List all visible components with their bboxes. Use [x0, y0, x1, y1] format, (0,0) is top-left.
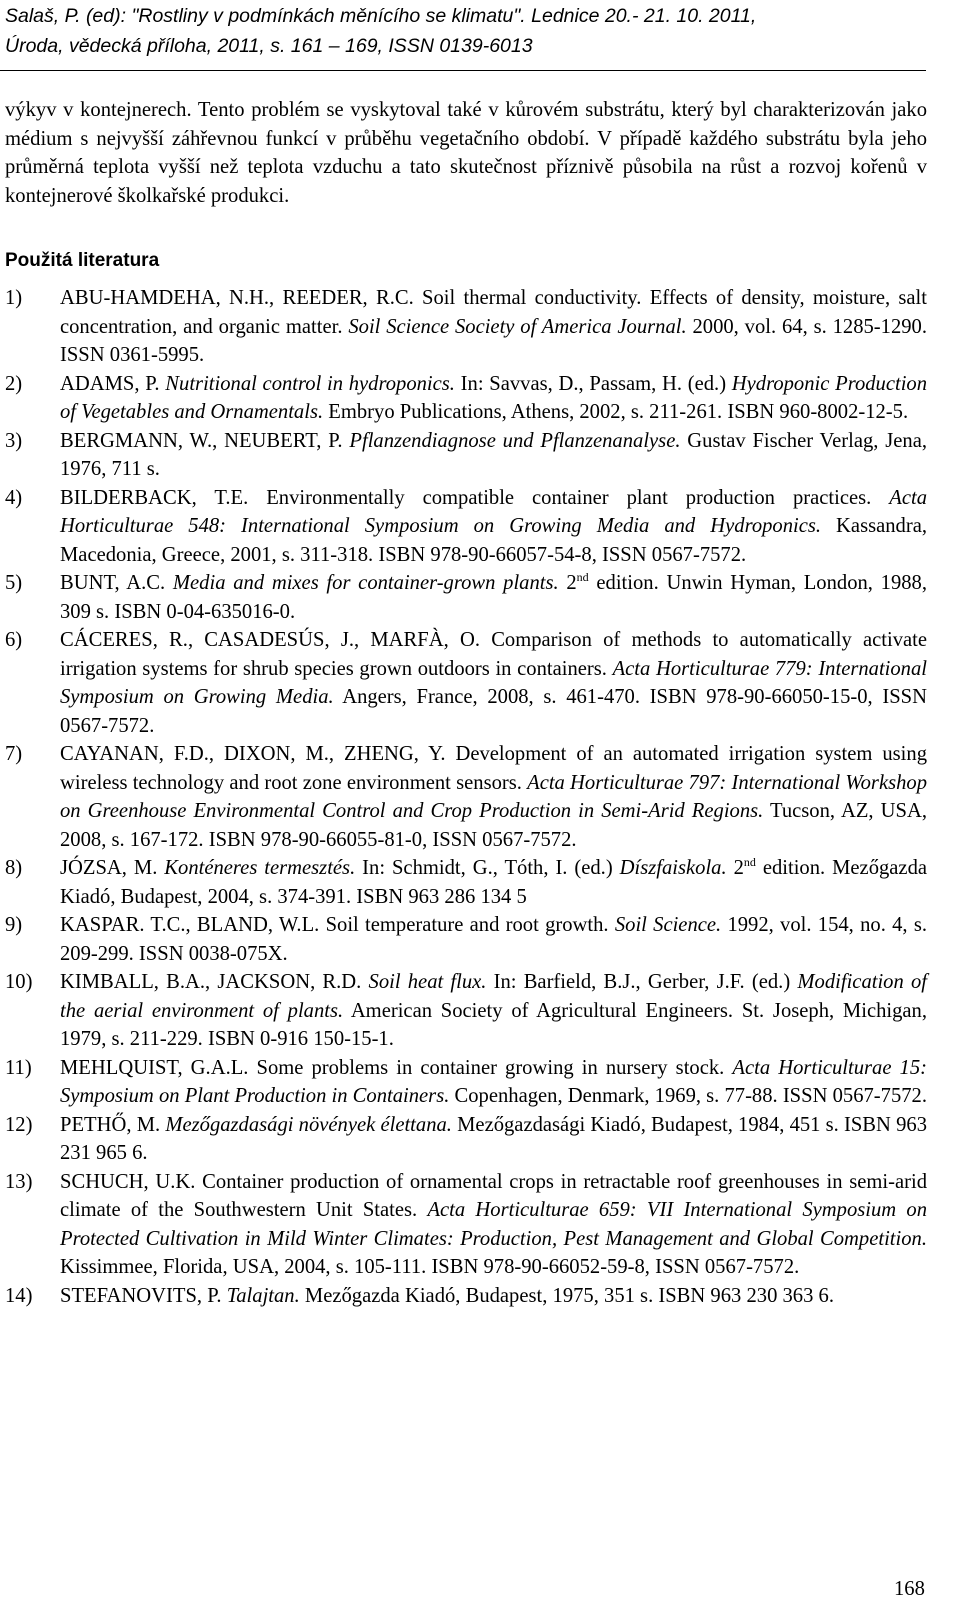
header-line-2: Úroda, vědecká příloha, 2011, s. 161 – 169, ISSN 0139-6013: [5, 35, 533, 57]
reference-item: 11) MEHLQUIST, G.A.L. Some problems in container growing in nursery stock. Acta Horticulturae 15: Symposium on Plant Production in Containers. Copenhagen, Denmark, 1969, s. 77-88. ISSN 0567-7572.: [5, 1054, 927, 1111]
reference-item: 4) BILDERBACK, T.E. Environmentally compatible container plant production practices. Acta Horticulturae 548: International Symposium on Growing Media and Hydroponics. Kassandra, Macedonia, Greece, 2001, s. 311-318. ISBN 978-90-66057-54-8, ISSN 0567-7572.: [5, 484, 927, 570]
page-content: [5, 96, 927, 1310]
reference-item: 6) CÁCERES, R., CASADESÚS, J., MARFÀ, O. Comparison of methods to automatically activate irrigation systems for shrub species grown outdoors in containers. Acta Horticulturae 779: International Symposium on Growing Media. Angers, France, 2008, s. 461-470. ISBN 978-90-66050-15-0, ISSN 0567-7572.: [5, 626, 927, 740]
reference-item: 13) SCHUCH, U.K. Container production of ornamental crops in retractable roof greenhouses in semi-arid climate of the Southwestern Unit States. Acta Horticulturae 659: VII International Symposium on Protected Cultivation in Mild Winter Climates: Production, Pest Management and Global Competition. Kissimmee, Florida, USA, 2004, s. 105-111. ISBN 978-90-66052-59-8, ISSN 0567-7572.: [5, 1168, 927, 1282]
references-heading: Použitá literatura: [5, 250, 160, 271]
reference-number: 12): [5, 1113, 33, 1136]
header-rule: [0, 70, 926, 71]
reference-number: 14): [5, 1284, 33, 1307]
reference-number: 10): [5, 971, 33, 993]
reference-number: 8): [5, 857, 23, 879]
reference-number: 6): [5, 629, 23, 651]
reference-list: [5, 284, 927, 1310]
reference-item: 5) BUNT, A.C. Media and mixes for container-grown plants. 2nd edition. Unwin Hyman, London, 1988, 309 s. ISBN 0-04-635016-0.: [5, 570, 927, 623]
reference-number: 9): [5, 914, 23, 936]
header-line-1: Salaš, P. (ed): "Rostliny v podmínkách měnícího se klimatu". Lednice 20.- 21. 10. 2011,: [5, 5, 757, 27]
reference-number: 5): [5, 572, 23, 594]
reference-item: 9) KASPAR. T.C., BLAND, W.L. Soil temperature and root growth. Soil Science. 1992, vol. 154, no. 4, s. 209-299. ISSN 0038-075X.: [5, 911, 927, 968]
reference-number: 11): [5, 1056, 32, 1079]
reference-number: 4): [5, 486, 23, 509]
body-paragraph: výkyv v kontejnerech. Tento problém se vyskytoval také v kůrovém substrátu, který byl charakterizován jako médium s nejvyšší záhřevnou funkcí v průběhu vegetačního období. V případě každého substrátu byla jeho průměrná teplota vyšší než teplota vzduchu a tato skutečnost příznivě působila na růst a rozvoj kořenů v kontejnerové školkařské produkci.: [5, 99, 927, 207]
reference-number: 7): [5, 743, 23, 765]
reference-number: 13): [5, 1170, 33, 1193]
reference-number: 2): [5, 372, 23, 395]
reference-item: 3) BERGMANN, W., NEUBERT, P. Pflanzendiagnose und Pflanzenanalyse. Gustav Fischer Verlag, Jena, 1976, 711 s.: [5, 427, 927, 484]
reference-item: 8) JÓZSA, M. Konténeres termesztés. In: Schmidt, G., Tóth, I. (ed.) Díszfaiskola. 2nd edition. Mezőgazda Kiadó, Budapest, 2004, s. 374-391. ISBN 963 286 134 5: [5, 855, 928, 908]
reference-number: 1): [5, 287, 23, 309]
page-number: 168: [894, 1578, 925, 1600]
reference-item: 2) ADAMS, P. Nutritional control in hydroponics. In: Savvas, D., Passam, H. (ed.) Hydroponic Production of Vegetables and Ornamentals. Embryo Publications, Athens, 2002, s. 211-261. ISBN 960-8002-12-5.: [5, 370, 927, 427]
reference-item: 12) PETHŐ, M. Mezőgazdasági növények élettana. Mezőgazdasági Kiadó, Budapest, 1984, 451 s. ISBN 963 231 965 6.: [5, 1111, 927, 1168]
reference-item: 14) STEFANOVITS, P. Talajtan. Mezőgazda Kiadó, Budapest, 1975, 351 s. ISBN 963 230 363 6.: [5, 1282, 927, 1311]
reference-item: 1) ABU-HAMDEHA, N.H., REEDER, R.C. Soil thermal conductivity. Effects of density, moisture, salt concentration, and organic matter. Soil Science Society of America Journal. 2000, vol. 64, s. 1285-1290. ISSN 0361-5995.: [5, 284, 927, 370]
reference-item: 7) CAYANAN, F.D., DIXON, M., ZHENG, Y. Development of an automated irrigation system using wireless technology and root zone environment sensors. Acta Horticulturae 797: International Workshop on Greenhouse Environmental Control and Crop Production in Semi-Arid Regions. Tucson, AZ, USA, 2008, s. 167-172. ISBN 978-90-66055-81-0, ISSN 0567-7572.: [5, 740, 927, 854]
running-header: [5, 1, 925, 61]
reference-number: 3): [5, 429, 23, 452]
reference-item: 10) KIMBALL, B.A., JACKSON, R.D. Soil heat flux. In: Barfield, B.J., Gerber, J.F. (ed.) Modification of the aerial environment of plants. American Society of Agricultural Engineers. St. Joseph, Michigan, 1979, s. 211-229. ISBN 0-916 150-15-1.: [5, 968, 927, 1054]
